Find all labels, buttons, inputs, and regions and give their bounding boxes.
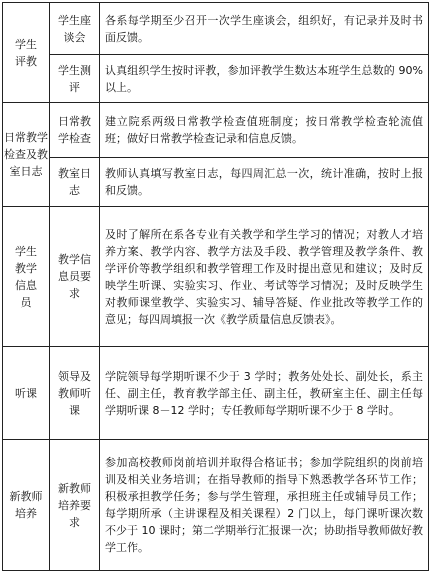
item-description-cell	[100, 207, 429, 347]
item-name: 领导及教师听课	[58, 369, 91, 417]
item-description-cell	[100, 158, 429, 207]
item-description: 教师认真填写教室日志，每四周汇总一次，统计准确，按时上报和反馈。	[105, 167, 423, 197]
item-name: 学生测评	[58, 63, 91, 94]
item-name-cell	[50, 55, 100, 103]
item-description: 及时了解所在系各专业有关教学和学生学习的情况；对教人才培养方案、教学内容、教学方法及手段、教学管理及教学条件、教学评价等教学组织和教学管理工作及时提出意见和建议；及时反映学生听课、实验实习、作业、考试等学习情况；及时反映学生对教师课堂教学、实验实习、辅导答疑、作业批改等教学工作的意见；每四周填报一次《教学质量信息反馈表》。	[105, 227, 423, 326]
item-description-cell	[100, 347, 429, 440]
table-row	[3, 207, 429, 347]
category-label: 听课	[15, 386, 37, 400]
item-name: 教学信息员要求	[58, 253, 91, 300]
item-description: 参加高校教师岗前培训并取得合格证书；参加学院组织的岗前培训及相关业务培训；在指导教师的指导下熟悉教学各环节工作；积极承担教学任务；参与学生管理，承担班主任或辅导员工作；每学期所承（主讲课程及相关课程）2 门以上，每门课听课次数不少于 10 课时；第二学期举行汇报课一次；协助指导教师做好教学工作。	[105, 456, 423, 554]
category-cell	[3, 347, 50, 440]
quality-monitoring-table	[2, 2, 429, 571]
category-cell	[3, 440, 50, 571]
item-name: 新教师培养要求	[58, 481, 91, 529]
item-description: 认真组织学生按时评教，参加评教学生数达本班学生总数的 90%以上。	[105, 63, 423, 94]
item-name-cell	[50, 347, 100, 440]
item-name-cell	[50, 158, 100, 207]
item-name: 日常教学检查	[58, 115, 91, 145]
table-row	[3, 158, 429, 207]
item-description: 学院领导每学期听课不少于 3 学时；教务处处长、副处长，系主任、副主任，教育教学部主任、副主任，教研室主任、副主任每学期听课 8－12 学时；专任教师每学期听课不少于 8 学时。	[105, 369, 423, 417]
item-name-cell	[50, 103, 100, 158]
category-cell	[3, 103, 50, 207]
table-row	[3, 347, 429, 440]
table-row	[3, 103, 429, 158]
category-label: 学生评教	[15, 37, 37, 68]
item-name: 教室日志	[58, 167, 91, 197]
category-cell	[3, 207, 50, 347]
item-description-cell	[100, 103, 429, 158]
category-label: 日常教学检查及教室日志	[4, 131, 48, 178]
item-name: 学生座谈会	[58, 13, 91, 44]
item-name-cell	[50, 3, 100, 55]
item-description: 建立院系两级日常教学检查值班制度；按日常教学检查轮流值班；做好日常教学检查记录和信息反馈。	[105, 115, 423, 145]
item-description-cell	[100, 3, 429, 55]
table-row	[3, 440, 429, 571]
table-row	[3, 3, 429, 55]
category-cell	[3, 3, 50, 103]
item-name-cell	[50, 207, 100, 347]
category-label: 新教师培养	[9, 490, 43, 520]
category-label: 学生教学信息员	[15, 244, 37, 309]
item-description: 各系每学期至少召开一次学生座谈会，组织好，有记录并及时书面反馈。	[105, 13, 423, 44]
item-description-cell	[100, 55, 429, 103]
item-description-cell	[100, 440, 429, 571]
table-row	[3, 55, 429, 103]
item-name-cell	[50, 440, 100, 571]
